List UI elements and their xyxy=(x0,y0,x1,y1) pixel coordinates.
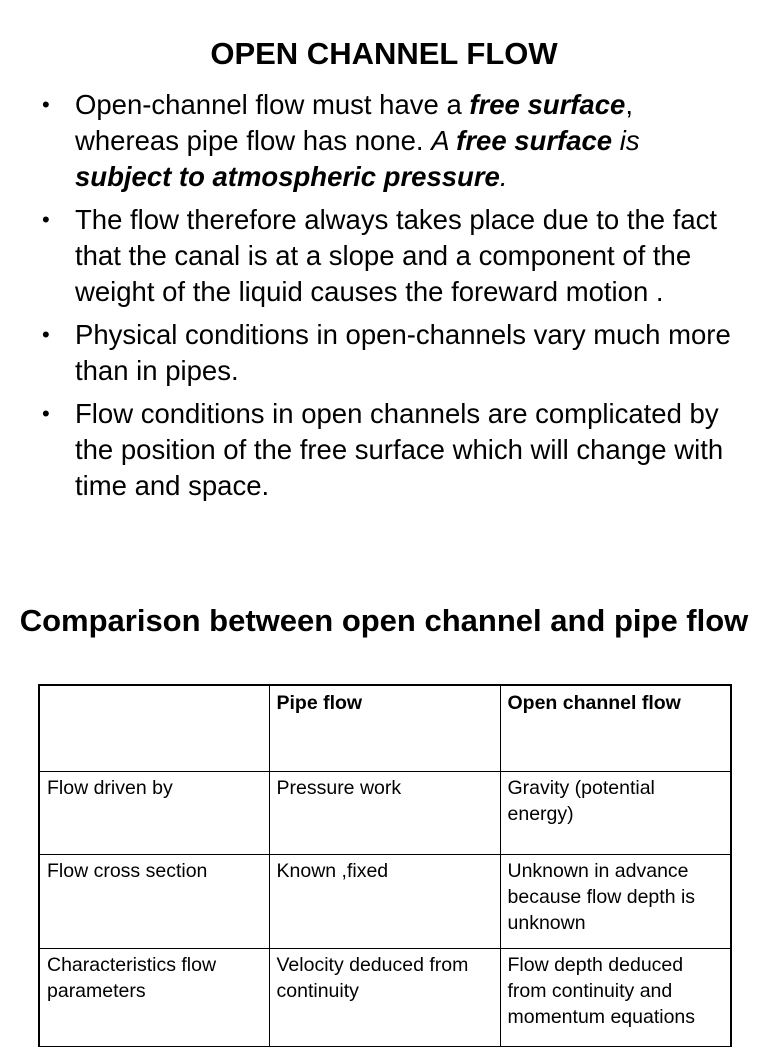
table-header-cell: Open channel flow xyxy=(500,685,731,772)
table-cell: Unknown in advance because flow depth is unknown xyxy=(500,855,731,949)
bullet-item-slope xyxy=(42,202,732,310)
bullet-text: Physical conditions in open-channels vary much more than in pipes. xyxy=(75,319,731,386)
bullet-text: The flow therefore always takes place due to the fact that the canal is at a slope and a component of the weight of the liquid causes the foreward motion . xyxy=(75,204,718,307)
table-header-cell: Pipe flow xyxy=(269,685,500,772)
table-cell: Gravity (potential energy) xyxy=(500,772,731,855)
bullet-text-italic: . xyxy=(499,161,508,192)
comparison-table xyxy=(38,684,732,1047)
bullet-item-physical-conditions xyxy=(42,317,732,389)
bullet-text: Flow conditions in open channels are complicated by the position of the free surface which will change with time and space. xyxy=(75,398,724,501)
bullet-text-italic: is xyxy=(612,125,640,156)
bullet-text-italic: A xyxy=(431,125,457,156)
table-cell: Pressure work xyxy=(269,772,500,855)
table-row xyxy=(39,855,731,949)
table-row xyxy=(39,772,731,855)
bullet-text: , whereas pipe flow has none. xyxy=(75,89,633,156)
bullet-dot: • xyxy=(42,322,50,347)
table-cell: Velocity deduced from continuity xyxy=(269,949,500,1047)
emphasis-free-surface: free surface xyxy=(456,125,613,156)
table-row xyxy=(39,949,731,1047)
page-title: OPEN CHANNEL FLOW xyxy=(210,36,558,71)
bullet-item-flow-conditions xyxy=(42,396,732,504)
emphasis-atmospheric-pressure: subject to atmospheric pressure xyxy=(75,161,500,192)
table-header-row xyxy=(39,685,731,772)
bullet-dot: • xyxy=(42,401,50,426)
table-header-cell xyxy=(39,685,269,772)
table-cell: Flow depth deduced from continuity and momentum equations xyxy=(500,949,731,1047)
bullet-text: Open-channel flow must have a xyxy=(75,89,470,120)
table-cell: Flow driven by xyxy=(39,772,269,855)
comparison-title: Comparison between open channel and pipe flow xyxy=(19,603,749,638)
table-cell: Characteristics flow parameters xyxy=(39,949,269,1047)
bullet-dot: • xyxy=(42,92,50,117)
table-cell: Known ,fixed xyxy=(269,855,500,949)
bullet-item-free-surface xyxy=(42,87,732,195)
bullet-list xyxy=(42,87,732,511)
emphasis-free-surface: free surface xyxy=(469,89,626,120)
table-cell: Flow cross section xyxy=(39,855,269,949)
bullet-dot: • xyxy=(42,207,50,232)
